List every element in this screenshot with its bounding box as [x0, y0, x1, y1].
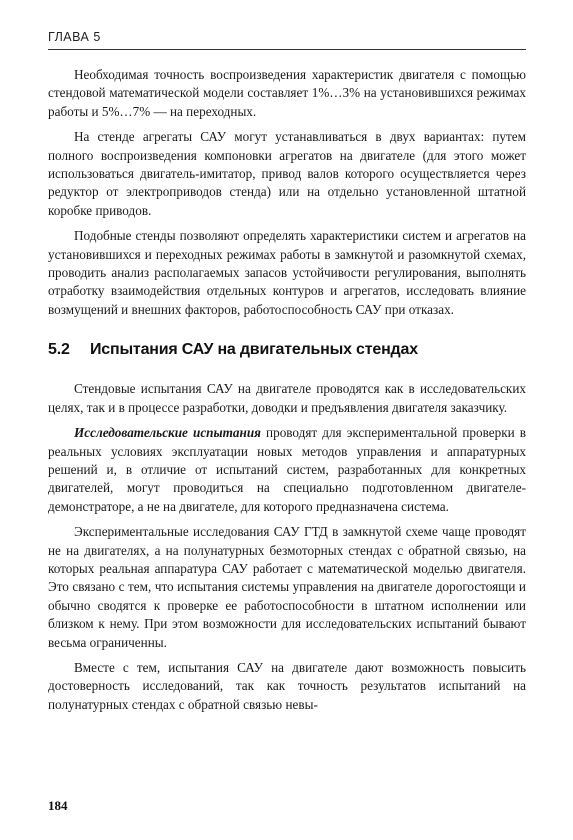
- paragraph-closed-loop-research: [48, 523, 526, 652]
- section-heading: [48, 340, 526, 360]
- paragraph-stand-capabilities: Подобные стенды позволяют определять характеристики систем и агрегатов на установившихся и переходных режимах работы в замкнутой и разомкнутой схемах, проводить анализ располагаемых запасов устойчивости регулирования, выполнять отработку взаимодействия отдельных контуров и агрегатов, исследовать влияние возмущений и внешних факторов, работоспособность САУ при отказах.: [48, 228, 526, 317]
- running-head: ГЛАВА 5: [48, 30, 101, 44]
- paragraph-engine-tests-reliability: [48, 659, 526, 714]
- paragraph-accuracy: Необходимая точность воспроизведения характеристик двигателя с помощью стендовой математической модели составляет 1%…3% на установившихся режимах работы и 5%…7% — на переходных.: [48, 67, 526, 119]
- paragraph-research-tests: [48, 424, 526, 516]
- section-number: 5.2: [48, 341, 70, 359]
- term-research-tests: Исследовательские испытания: [74, 425, 261, 441]
- paragraph-bench-tests: [48, 380, 526, 417]
- body-text: [48, 66, 526, 721]
- page-number: 184: [48, 798, 68, 813]
- paragraph-installation-variants: На стенде агрегаты САУ могут устанавливаться в двух вариантах: путем полного воспроизведения компоновки агрегатов на двигателе (для этого может использоваться двигатель-имитатор, привод валов которого осуществляется через редуктор от электроприводов стенда) или на отдельно установленной штатной коробке приводов.: [48, 129, 526, 218]
- paragraph-text: Вместе с тем, испытания САУ на двигателе дают возможность повысить достоверность исследований, так как точность результатов испытаний на полунатурных стендах с обратной связью невы-: [48, 659, 526, 712]
- paragraph-text: проводят для экспериментальной проверки в реальных условиях эксплуатации новых методов управления и аппаратурных решений и, в отличие от испытаний систем, разработанных для конкретных двигателей, могут проводиться на специально подготовленном двигателе-демонстраторе, а не на двигателе, для которого предназначена система.: [48, 425, 526, 514]
- header-rule: [48, 49, 526, 50]
- paragraph-text: Экспериментальные исследования САУ ГТД в замкнутой схеме чаще проводят не на двигателях, а на полунатурных безмоторных стендах с обратной связью, на которых реальная аппаратура САУ работает с математической моделью двигателя. Это связано с тем, что испытания системы управления на двигателе дорогостоящи и обычно сводятся к проверке ее работоспособности в штатном исполнении или близком к нему. При этом возможности для исследовательских испытаний бывают весьма ограниченны.: [48, 524, 526, 650]
- section-title: Испытания САУ на двигательных стендах: [90, 341, 418, 359]
- paragraph-text: Стендовые испытания САУ на двигателе проводятся как в исследовательских целях, так и в процессе разработки, доводки и предъявления двигателя заказчику.: [48, 381, 526, 415]
